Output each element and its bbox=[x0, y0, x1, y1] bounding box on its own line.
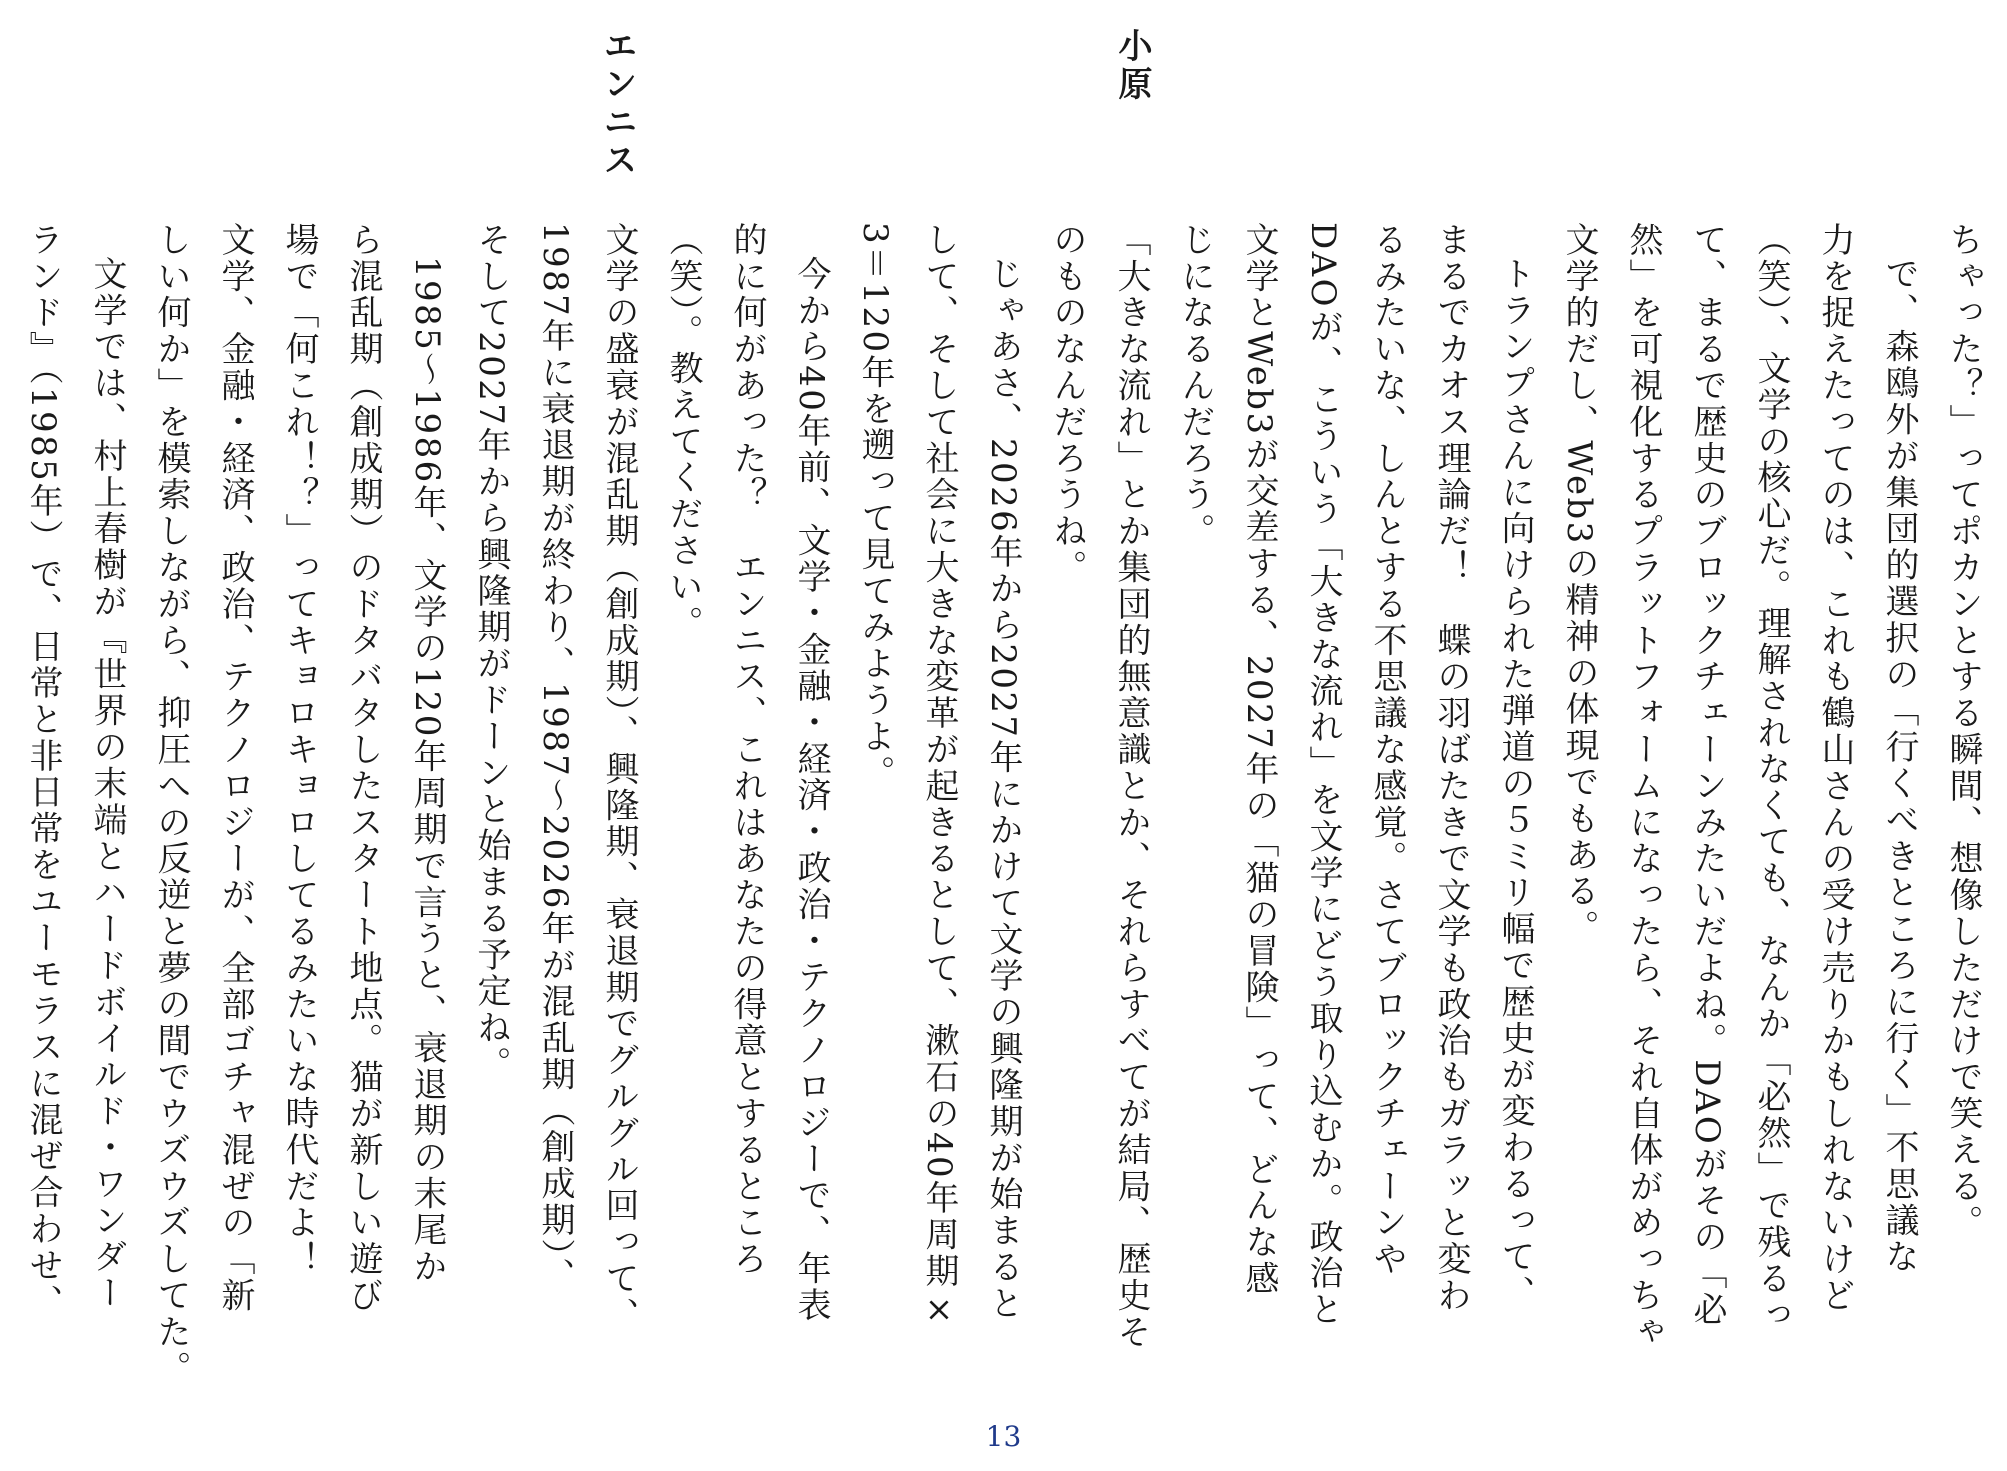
text-line: 然」を可視化するプラットフォームになったら、それ自体がめっちゃ bbox=[1623, 222, 1663, 1351]
text-line: そして2027年から興隆期がドーンと始まる予定ね。 bbox=[471, 222, 511, 1083]
speaker-label-ennis: エンニス bbox=[597, 28, 637, 180]
text-line: 文学とWeb3が交差する、2027年の「猫の冒険」って、どんな感 bbox=[1239, 222, 1279, 1298]
speaker-label-ohara: 小原 bbox=[1112, 28, 1152, 104]
text-line: しい何か」を模索しながら、抑圧への反逆と夢の間でウズウズしてた。 bbox=[151, 222, 191, 1387]
paragraph-1 bbox=[1547, 222, 1995, 1412]
text-line: 文学では、村上春樹が『世界の末端とハードボイルド・ワンダー bbox=[87, 256, 127, 1312]
paragraph-2 bbox=[1163, 222, 1547, 1412]
text-line: （笑）、文学の核心だ。理解されなくても、なんか「必然」で残るっ bbox=[1751, 222, 1791, 1334]
text-line: 的に何があった？ エンニス、これはあなたの得意とするところ bbox=[727, 222, 767, 1278]
text-line: で、森鴎外が集団的選択の「行くべきところに行く」不思議な bbox=[1879, 256, 1919, 1276]
paragraph-3 bbox=[1035, 222, 1163, 1412]
text-line: 1987年に衰退期が終わり、1987～2026年が混乱期（創成期）、 bbox=[535, 222, 575, 1295]
paragraph-7 bbox=[139, 222, 459, 1412]
text-line: 1985～1986年、文学の120年周期で言うと、衰退期の末尾か bbox=[407, 256, 447, 1285]
text-line: まるでカオス理論だ！ 蝶の羽ばたきで文学も政治もガラッと変わ bbox=[1431, 222, 1471, 1314]
text-line: て、まるで歴史のブロックチェーンみたいだよね。DAOがその「必 bbox=[1687, 222, 1727, 1329]
paragraph-6 bbox=[459, 222, 651, 1412]
text-line: ランド』（1985年）で、日常と非日常をユーモラスに混ぜ合わせ、 bbox=[23, 222, 63, 1321]
text-line: のものなんだろうね。 bbox=[1047, 222, 1087, 586]
page-number: 13 bbox=[985, 1420, 1022, 1453]
text-line: ら混乱期（創成期）のドタバタしたスタート地点。猫が新しい遊び bbox=[343, 222, 383, 1314]
vertical-body-text bbox=[15, 222, 1995, 1412]
text-line: 力を捉えたってのは、これも鶴山さんの受け売りかもしれないけど bbox=[1815, 222, 1855, 1314]
paragraph-8 bbox=[15, 222, 139, 1412]
text-line: じになるんだろう。 bbox=[1175, 222, 1215, 550]
text-line: DAOが、こういう「大きな流れ」を文学にどう取り込むか。政治と bbox=[1303, 222, 1343, 1329]
text-line: して、そして社会に大きな変革が起きるとして、漱石の40年周期× bbox=[919, 222, 959, 1332]
text-line: ちゃった？」ってポカンとする瞬間、想像しただけで笑える。 bbox=[1943, 222, 1983, 1242]
text-line: 文学の盛衰が混乱期（創成期）、興隆期、衰退期でグルグル回って、 bbox=[599, 222, 639, 1334]
text-line: トランプさんに向けられた弾道の５ミリ幅で歴史が変わるって、 bbox=[1495, 256, 1535, 1312]
text-line: 文学的だし、Web3の精神の体現でもある。 bbox=[1559, 222, 1599, 947]
text-line: 場で「何これ！？」ってキョロキョロしてるみたいな時代だよ！ bbox=[279, 222, 319, 1278]
text-line: るみたいな、しんとする不思議な感覚。さてブロックチェーンや bbox=[1367, 222, 1407, 1278]
text-line: 今から40年前、文学・金融・経済・政治・テクノロジーで、年表 bbox=[791, 256, 831, 1324]
text-line: 3＝120年を遡って見てみようよ。 bbox=[855, 222, 895, 792]
paragraph-5 bbox=[651, 222, 843, 1412]
text-line: 「大きな流れ」とか集団的無意識とか、それらすべてが結局、歴史そ bbox=[1111, 222, 1151, 1351]
paragraph-4 bbox=[843, 222, 1035, 1412]
text-line: 文学、金融・経済、政治、テクノロジーが、全部ゴチャ混ぜの「新 bbox=[215, 222, 255, 1314]
text-line: じゃあさ、2026年から2027年にかけて文学の興隆期が始まると bbox=[983, 256, 1023, 1322]
text-line: （笑）。教えてください。 bbox=[663, 222, 703, 642]
